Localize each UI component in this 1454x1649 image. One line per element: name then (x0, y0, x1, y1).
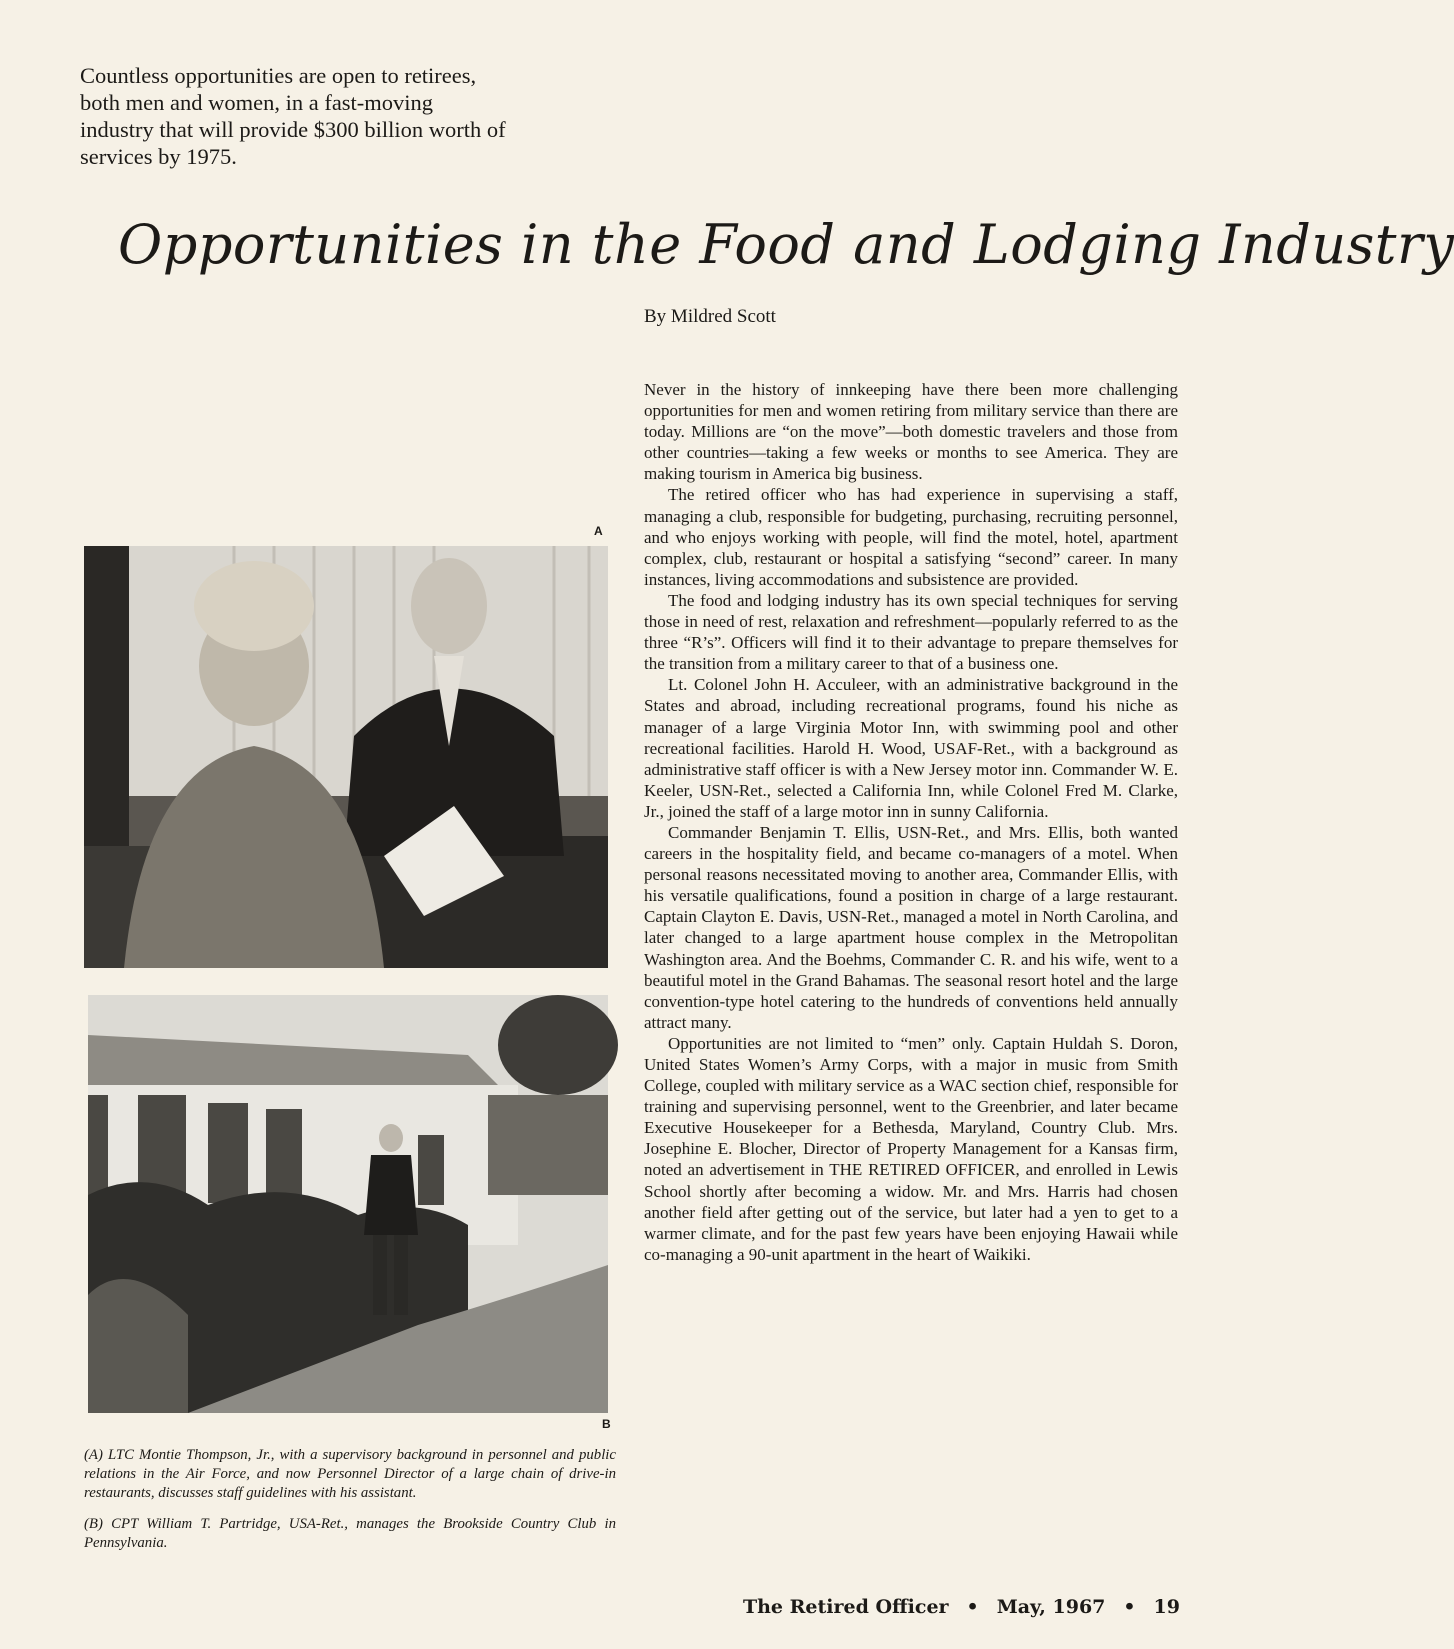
paragraph: The food and lodging industry has its own special techniques for serving those in need of rest, relaxation and refreshment—popularly referred to as the three “R’s”. Officers will find it to their advantage to prepare themselves for the transition from a military career to that of a business one. (644, 590, 1178, 674)
caption-a: (A) LTC Montie Thompson, Jr., with a supervisory background in personnel and public relations in the Air Force, and now Personnel Director of a large chain of drive-in restaurants, discusses staff guidelines with his assistant. (84, 1447, 616, 1501)
separator-dot: • (966, 1596, 979, 1618)
separator-dot: • (1123, 1596, 1136, 1618)
page-footer (743, 1596, 1180, 1618)
paragraph: Opportunities are not limited to “men” only. Captain Huldah S. Doron, United States Women’s Army Corps, with a major in music from Smith College, coupled with military service as a WAC section chief, responsible for training and supervising personnel, went to the Greenbrier, and later became Executive Housekeeper for a Bethesda, Maryland, Country Club. Mrs. Josephine E. Blocher, Director of Property Management for a Kansas firm, noted an advertisement in THE RETIRED OFFICER, and enrolled in Lewis School shortly after becoming a widow. Mr. and Mrs. Harris had chosen another field after getting out of the service, but later had a yen to get to a warmer climate, and for the past few years have been enjoying Hawaii while co-managing a 90-unit apartment in the heart of Waikiki. (644, 1033, 1178, 1264)
publication-name: The Retired Officer (742, 1596, 949, 1618)
paragraph: Lt. Colonel John H. Acculeer, with an administrative background in the States and abroad, including recreational programs, found his niche as manager of a large Virginia Motor Inn, with swimming pool and other recreational facilities. Harold H. Wood, USAF-Ret., with a background as administrative staff officer is with a New Jersey motor inn. Commander W. E. Keeler, USN-Ret., selected a California Inn, while Colonel Fred M. Clarke, Jr., joined the staff of a large motor inn in sunny California. (644, 675, 1178, 821)
photo-a-label: A (594, 524, 603, 538)
photo-b-image (88, 995, 608, 1413)
photo-b (88, 995, 608, 1413)
photo-a (84, 546, 608, 968)
page-number: 19 (1153, 1596, 1180, 1618)
article-body (644, 379, 1178, 1265)
photo-a-image (84, 546, 608, 968)
intro-blurb: Countless opportunities are open to retirees, both men and women, in a fast-moving industry that will provide $300 billion worth of services by 1975. (80, 63, 506, 169)
caption-b: (B) CPT William T. Partridge, USA-Ret., manages the Brookside Country Club in Pennsylvania. (84, 1516, 616, 1551)
photo-captions (84, 1446, 616, 1565)
photo-b-label: B (602, 1417, 611, 1431)
byline: By Mildred Scott (644, 306, 776, 327)
article-title: Opportunities in the Food and Lodging Industry (118, 213, 1454, 276)
paragraph: Never in the history of innkeeping have there been more challenging opportunities for men and women retiring from military service than there are today. Millions are “on the move”—both domestic travelers and those from other countries—taking a few weeks or months to see America. They are making tourism in America big business. (644, 380, 1178, 484)
paragraph: The retired officer who has had experience in supervising a staff, managing a club, responsible for budgeting, purchasing, recruiting personnel, and who enjoys working with people, will find the motel, hotel, apartment complex, club, restaurant or hospital a satisfying “second” career. In many instances, living accommodations and subsistence are provided. (644, 485, 1178, 589)
paragraph: Commander Benjamin T. Ellis, USN-Ret., and Mrs. Ellis, both wanted careers in the hospitality field, and became co-managers of a motel. When personal reasons necessitated moving to another area, Commander Ellis, with his versatile qualifications, found a position in charge of a large restaurant. Captain Clayton E. Davis, USN-Ret., managed a motel in North Carolina, and later changed to a large apartment house complex in the Metropolitan Washington area. And the Boehms, Commander C. R. and his wife, went to a beautiful motel in the Grand Bahamas. The seasonal resort hotel and the large convention-type hotel catering to the hundreds of conventions held annually attract many. (644, 822, 1178, 1032)
issue-date: May, 1967 (996, 1596, 1106, 1618)
